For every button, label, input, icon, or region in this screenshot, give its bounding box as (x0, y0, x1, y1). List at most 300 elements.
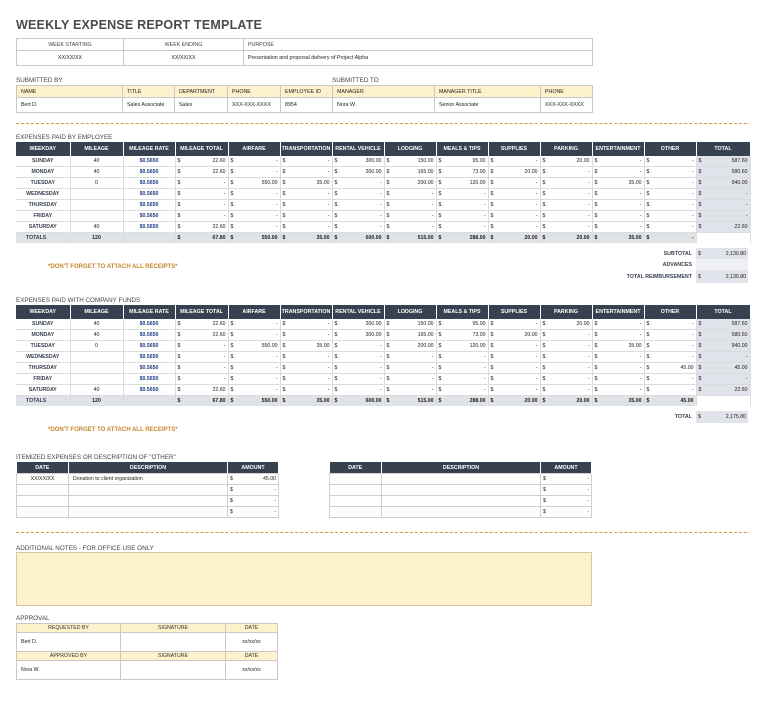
column-header: PARKING (540, 305, 592, 319)
itemized-table-right (329, 462, 592, 518)
amount-cell[interactable]: $ - (175, 352, 228, 363)
amount-cell[interactable]: $ - (228, 189, 280, 200)
amount-cell[interactable]: $ - (488, 178, 540, 189)
amount-cell[interactable]: $ - (592, 156, 644, 167)
column-header: MILEAGE RATE (123, 142, 175, 156)
amount-cell[interactable]: $ - (280, 385, 332, 396)
item-description[interactable] (382, 507, 541, 518)
column-header: TOTAL (696, 305, 750, 319)
amount-cell[interactable]: $ 22.60 (175, 319, 228, 330)
mileage-rate-cell (123, 396, 175, 407)
amount-cell[interactable]: $ 550.00 (228, 396, 280, 407)
submitted-value[interactable]: Senior Associate (435, 98, 541, 113)
column-header: PARKING (540, 142, 592, 156)
amount-cell[interactable]: $ - (228, 222, 280, 233)
amount-cell[interactable]: $ - (592, 319, 644, 330)
column-header: TRANSPORTATION (280, 305, 332, 319)
table-row (16, 200, 750, 211)
table-row (16, 189, 750, 200)
amount-cell[interactable]: $ - (280, 222, 332, 233)
table-row (16, 330, 750, 341)
amount-cell[interactable]: $ - (540, 167, 592, 178)
amount-cell[interactable]: $ - (280, 330, 332, 341)
amount-cell[interactable]: $ 150.00 (384, 156, 436, 167)
table-row (16, 178, 750, 189)
amount-cell[interactable]: $ - (228, 200, 280, 211)
amount-cell[interactable]: $ - (175, 200, 228, 211)
table-row (16, 167, 750, 178)
itemized-table-left (16, 462, 279, 518)
amount-cell[interactable]: $ 22.60 (175, 222, 228, 233)
amount-cell[interactable]: $ - (280, 189, 332, 200)
total-reimbursement-value: 2,130.80 (725, 273, 746, 280)
item-amount[interactable]: $ - (228, 507, 279, 518)
column-header: MEALS & TIPS (436, 142, 488, 156)
amount-cell[interactable]: $ - (280, 374, 332, 385)
column-header: OTHER (644, 142, 696, 156)
submitted-value[interactable]: 8954 (281, 98, 333, 113)
table-row (16, 319, 750, 330)
amount-cell[interactable]: $ 20.00 (488, 330, 540, 341)
amount-cell[interactable]: $ 580.60 (696, 330, 750, 341)
amount-cell[interactable]: $ - (228, 385, 280, 396)
requester-date[interactable]: xx/xx/xx (226, 633, 278, 652)
amount-cell[interactable]: $ - (175, 211, 228, 222)
amount-cell[interactable]: $ - (644, 330, 696, 341)
requester-name[interactable]: Bert D. (17, 633, 121, 652)
item-description[interactable] (382, 474, 541, 485)
submitted-label: MANAGER (333, 86, 435, 98)
mileage-cell[interactable]: 40 (70, 222, 123, 233)
amount-cell[interactable]: $ - (280, 352, 332, 363)
amount-cell[interactable]: $ 22.60 (696, 385, 750, 396)
amount-cell[interactable]: $ 600.00 (332, 396, 384, 407)
amount-cell[interactable]: $ - (644, 352, 696, 363)
amount-cell[interactable]: $ - (488, 352, 540, 363)
submitted-label: DEPARTMENT (175, 86, 228, 98)
amount-cell[interactable]: $ - (280, 200, 332, 211)
amount-cell[interactable]: $ 35.00 (280, 341, 332, 352)
amount-cell[interactable]: $ 22.60 (175, 385, 228, 396)
item-amount[interactable]: $ - (541, 474, 592, 485)
week-ending-value[interactable]: XX/XX/XX (124, 51, 244, 66)
item-description[interactable] (69, 507, 228, 518)
amount-cell[interactable]: $ 550.00 (228, 341, 280, 352)
approver-signature[interactable] (121, 661, 226, 680)
amount-cell[interactable]: $ - (332, 211, 384, 222)
amount-cell[interactable]: $ - (696, 189, 750, 200)
item-date[interactable] (17, 496, 69, 507)
amount-cell[interactable]: $ - (175, 374, 228, 385)
amount-cell[interactable]: $ 580.60 (696, 167, 750, 178)
amount-cell[interactable]: $ - (436, 222, 488, 233)
amount-cell[interactable]: $ 600.00 (332, 233, 384, 244)
amount-cell[interactable]: $ - (228, 330, 280, 341)
amount-cell[interactable]: $ - (696, 200, 750, 211)
mileage-cell[interactable]: 40 (70, 156, 123, 167)
table-row (16, 385, 750, 396)
amount-cell[interactable]: $ 515.00 (384, 233, 436, 244)
amount-cell[interactable]: $ - (592, 222, 644, 233)
amount-cell[interactable]: $ 67.80 (175, 233, 228, 244)
submitted-value[interactable]: Sales Associate (123, 98, 175, 113)
amount-cell[interactable]: $ 67.80 (175, 396, 228, 407)
weekday-cell: TUESDAY (16, 341, 70, 352)
amount-cell[interactable]: $ - (436, 189, 488, 200)
totals-row (16, 396, 750, 407)
amount-cell[interactable]: $ 95.00 (436, 156, 488, 167)
amount-cell[interactable]: $ - (488, 341, 540, 352)
amount-cell[interactable]: $ - (488, 189, 540, 200)
table-row (16, 156, 750, 167)
amount-cell[interactable]: $ - (384, 374, 436, 385)
amount-cell[interactable]: $ - (228, 167, 280, 178)
item-description[interactable] (382, 496, 541, 507)
approved-by-label: APPROVED BY (17, 652, 121, 661)
amount-cell[interactable]: $ - (175, 189, 228, 200)
mileage-cell[interactable] (70, 363, 123, 374)
item-date[interactable] (17, 507, 69, 518)
amount-cell[interactable]: $ - (332, 200, 384, 211)
amount-cell[interactable]: $ 35.00 (592, 178, 644, 189)
requester-signature[interactable] (121, 633, 226, 652)
item-amount[interactable]: $ - (541, 496, 592, 507)
amount-cell[interactable]: $ 73.00 (436, 167, 488, 178)
amount-cell[interactable]: $ - (696, 352, 750, 363)
amount-cell[interactable]: $ - (175, 341, 228, 352)
amount-cell[interactable]: $ - (644, 200, 696, 211)
amount-cell[interactable]: $ - (280, 319, 332, 330)
amount-cell[interactable]: $ 20.00 (540, 319, 592, 330)
amount-cell[interactable]: $ - (384, 352, 436, 363)
amount-cell[interactable]: $ 20.00 (488, 167, 540, 178)
amount-cell[interactable]: $ 940.00 (696, 341, 750, 352)
amount-cell[interactable]: $ - (175, 178, 228, 189)
item-date[interactable] (330, 474, 382, 485)
mileage-cell[interactable]: 40 (70, 330, 123, 341)
amount-cell[interactable]: $ 288.00 (436, 233, 488, 244)
weekday-cell: TUESDAY (16, 178, 70, 189)
mileage-cell[interactable]: 120 (70, 396, 123, 407)
amount-cell[interactable]: $ - (540, 200, 592, 211)
amount-cell[interactable]: $ - (332, 385, 384, 396)
mileage-rate-cell: $0.5650 (123, 319, 175, 330)
weekday-cell: TOTALS (16, 396, 70, 407)
subtotal-value: 2,130.80 (725, 250, 746, 257)
amount-cell[interactable]: $ 288.00 (436, 396, 488, 407)
amount-cell[interactable]: $ 45.00 (644, 363, 696, 374)
signature-label: SIGNATURE (121, 624, 226, 633)
amount-cell[interactable]: $ - (488, 319, 540, 330)
item-description[interactable] (69, 496, 228, 507)
mileage-cell[interactable]: 40 (70, 385, 123, 396)
divider (16, 532, 747, 533)
amount-cell[interactable]: $ - (592, 167, 644, 178)
amount-cell[interactable]: $ - (488, 222, 540, 233)
amount-cell[interactable]: $ - (540, 178, 592, 189)
amount-cell[interactable]: $ - (488, 211, 540, 222)
item-amount[interactable]: $ - (228, 496, 279, 507)
amount-cell[interactable]: $ - (488, 156, 540, 167)
amount-cell[interactable]: $ 300.00 (332, 330, 384, 341)
approval-table (16, 623, 278, 680)
mileage-cell[interactable]: 0 (70, 178, 123, 189)
amount-cell[interactable]: $ 95.00 (436, 319, 488, 330)
amount-cell[interactable]: $ - (488, 385, 540, 396)
item-date[interactable] (330, 496, 382, 507)
amount-cell[interactable]: $ - (644, 156, 696, 167)
submitted-value[interactable]: XXX-XXX-XXXX (228, 98, 281, 113)
amount-cell[interactable]: $ - (592, 385, 644, 396)
amount-cell[interactable]: $ - (644, 211, 696, 222)
amount-cell[interactable]: $ 35.00 (280, 233, 332, 244)
amount-cell[interactable]: $ - (540, 374, 592, 385)
mileage-cell[interactable]: 0 (70, 341, 123, 352)
item-date[interactable]: XX/XX/XX (17, 474, 69, 485)
amount-cell[interactable]: $ - (644, 374, 696, 385)
mileage-rate-cell: $0.5650 (123, 385, 175, 396)
amount-cell[interactable]: $ - (228, 352, 280, 363)
amount-cell[interactable]: $ - (644, 178, 696, 189)
amount-cell[interactable]: $ - (436, 200, 488, 211)
employee-section-label: EXPENSES PAID BY EMPLOYEE (16, 134, 113, 141)
amount-cell[interactable]: $ - (592, 330, 644, 341)
amount-cell[interactable]: $ - (436, 385, 488, 396)
amount-cell[interactable]: $ - (436, 211, 488, 222)
amount-cell[interactable]: $ - (228, 374, 280, 385)
amount-cell[interactable]: $ - (332, 363, 384, 374)
amount-cell[interactable]: $ 35.00 (280, 178, 332, 189)
amount-cell[interactable]: $ - (592, 211, 644, 222)
mileage-rate-cell: $0.5650 (123, 211, 175, 222)
amount-cell[interactable]: $ - (332, 341, 384, 352)
amount-cell[interactable]: $ - (280, 363, 332, 374)
amount-cell[interactable]: $ 200.00 (384, 178, 436, 189)
amount-cell[interactable]: $ 20.00 (488, 396, 540, 407)
amount-cell[interactable]: $ 550.00 (228, 233, 280, 244)
amount-cell[interactable]: $ 20.00 (488, 233, 540, 244)
mileage-cell[interactable] (70, 211, 123, 222)
mileage-cell[interactable]: 40 (70, 167, 123, 178)
purpose-value[interactable]: Presentation and proposal delivery of Project Alpha (244, 51, 593, 66)
amount-cell[interactable]: $ 22.60 (696, 222, 750, 233)
amount-cell[interactable]: $ 940.00 (696, 178, 750, 189)
amount-cell[interactable]: $ - (540, 341, 592, 352)
submitted-value[interactable]: Sales (175, 98, 228, 113)
amount-cell[interactable]: $ - (488, 363, 540, 374)
amount-cell[interactable]: $ 150.00 (384, 319, 436, 330)
amount-cell[interactable]: $ - (644, 233, 696, 244)
amount-cell[interactable]: $ 587.60 (696, 156, 750, 167)
subtotal-label: SUBTOTAL (663, 250, 692, 257)
submitted-value[interactable]: XXX-XXX-XXXX (541, 98, 593, 113)
item-description[interactable]: Donation to client organization (69, 474, 228, 485)
item-date[interactable] (330, 507, 382, 518)
item-date[interactable] (17, 485, 69, 496)
item-amount[interactable]: $ 45.00 (228, 474, 279, 485)
amount-cell[interactable]: $ - (540, 211, 592, 222)
item-amount[interactable]: $ - (541, 485, 592, 496)
amount-cell[interactable]: $ - (436, 374, 488, 385)
advances-value[interactable] (696, 259, 748, 270)
amount-cell[interactable]: $ 515.00 (384, 396, 436, 407)
amount-cell[interactable]: $ 120.00 (436, 341, 488, 352)
amount-cell[interactable]: $ 35.00 (592, 341, 644, 352)
itemized-row (17, 496, 279, 507)
item-amount[interactable]: $ - (541, 507, 592, 518)
amount-cell[interactable]: $ - (384, 222, 436, 233)
amount-cell[interactable]: $ - (332, 222, 384, 233)
weekday-cell: TOTALS (16, 233, 70, 244)
amount-cell[interactable]: $ - (332, 352, 384, 363)
submitted-label: EMPLOYEE ID (281, 86, 333, 98)
itemized-row (330, 474, 592, 485)
amount-cell[interactable]: $ - (540, 385, 592, 396)
amount-cell[interactable]: $ - (332, 178, 384, 189)
submitted-to-label: SUBMITTED TO (332, 77, 379, 84)
table-row (16, 222, 750, 233)
itemized-row (330, 496, 592, 507)
amount-cell[interactable]: $ - (488, 200, 540, 211)
amount-cell[interactable]: $ - (280, 211, 332, 222)
mileage-cell[interactable]: 120 (70, 233, 123, 244)
table-row (16, 211, 750, 222)
approver-name[interactable]: Nora W. (17, 661, 121, 680)
weekday-cell: SUNDAY (16, 156, 70, 167)
amount-cell[interactable]: $ - (540, 330, 592, 341)
amount-cell[interactable]: $ 550.00 (228, 178, 280, 189)
table-row (16, 352, 750, 363)
amount-cell[interactable]: $ - (592, 352, 644, 363)
amount-cell[interactable]: $ 587.60 (696, 319, 750, 330)
amount-cell[interactable]: $ - (280, 167, 332, 178)
amount-cell[interactable]: $ - (436, 363, 488, 374)
submitted-value[interactable]: Bert D. (17, 98, 123, 113)
amount-cell[interactable]: $ - (384, 363, 436, 374)
amount-cell[interactable]: $ - (592, 200, 644, 211)
amount-cell[interactable]: $ - (384, 189, 436, 200)
weekday-cell: MONDAY (16, 330, 70, 341)
submitted-value[interactable]: Nora W. (333, 98, 435, 113)
amount-cell[interactable]: $ - (696, 211, 750, 222)
amount-cell[interactable]: $ - (228, 211, 280, 222)
amount-cell[interactable]: $ - (592, 189, 644, 200)
amount-cell[interactable]: $ - (540, 363, 592, 374)
amount-cell[interactable]: $ 22.60 (175, 330, 228, 341)
week-ending-label: WEEK ENDING (124, 39, 244, 51)
amount-cell[interactable]: $ 35.00 (592, 233, 644, 244)
amount-cell[interactable]: $ - (332, 189, 384, 200)
amount-cell[interactable]: $ - (644, 341, 696, 352)
mileage-cell[interactable] (70, 352, 123, 363)
amount-cell[interactable]: $ - (540, 352, 592, 363)
amount-cell[interactable]: $ - (540, 222, 592, 233)
amount-cell[interactable]: $ - (488, 374, 540, 385)
totals-row (16, 233, 750, 244)
mileage-rate-cell: $0.5650 (123, 156, 175, 167)
amount-cell[interactable]: $ - (644, 189, 696, 200)
amount-cell[interactable]: $ 45.00 (644, 396, 696, 407)
submitted-label: TITLE (123, 86, 175, 98)
amount-cell[interactable]: $ - (592, 374, 644, 385)
item-date[interactable] (330, 485, 382, 496)
company-section-label: EXPENSES PAID WITH COMPANY FUNDS (16, 297, 141, 304)
amount-cell[interactable]: $ - (696, 374, 750, 385)
amount-cell[interactable]: $ - (228, 156, 280, 167)
amount-cell[interactable]: $ - (280, 156, 332, 167)
amount-cell[interactable]: $ - (384, 200, 436, 211)
amount-cell[interactable]: $ - (228, 319, 280, 330)
item-description[interactable] (69, 485, 228, 496)
mileage-rate-cell: $0.5650 (123, 363, 175, 374)
item-description[interactable] (382, 485, 541, 496)
amount-cell[interactable]: $ 35.00 (592, 396, 644, 407)
amount-cell[interactable]: $ - (540, 189, 592, 200)
amount-cell[interactable]: $ - (436, 352, 488, 363)
amount-cell[interactable]: $ - (384, 385, 436, 396)
mileage-rate-cell: $0.5650 (123, 374, 175, 385)
amount-cell[interactable]: $ 20.00 (540, 396, 592, 407)
amount-cell[interactable]: $ 165.00 (384, 167, 436, 178)
item-amount[interactable]: $ - (228, 485, 279, 496)
amount-cell[interactable]: $ 35.00 (280, 396, 332, 407)
column-header: SUPPLIES (488, 142, 540, 156)
amount-cell[interactable]: $ - (175, 363, 228, 374)
week-starting-label: WEEK STARTING (17, 39, 124, 51)
company-total-value: 2,175.80 (725, 414, 746, 420)
mileage-cell[interactable]: 40 (70, 319, 123, 330)
amount-cell[interactable]: $ 45.00 (696, 363, 750, 374)
weekday-cell: SATURDAY (16, 222, 70, 233)
amount-cell[interactable]: $ 120.00 (436, 178, 488, 189)
amount-cell[interactable]: $ 300.00 (332, 167, 384, 178)
mileage-cell[interactable] (70, 189, 123, 200)
amount-cell[interactable]: $ 300.00 (332, 156, 384, 167)
mileage-rate-cell: $0.5650 (123, 330, 175, 341)
amount-cell[interactable]: $ - (644, 385, 696, 396)
mileage-rate-cell: $0.5650 (123, 189, 175, 200)
amount-cell[interactable]: $ - (644, 167, 696, 178)
amount-cell[interactable]: $ 22.60 (175, 156, 228, 167)
amount-cell[interactable]: $ - (332, 374, 384, 385)
amount-cell[interactable]: $ 22.60 (175, 167, 228, 178)
requested-by-label: REQUESTED BY (17, 624, 121, 633)
column-header: TRANSPORTATION (280, 142, 332, 156)
amount-cell[interactable] (696, 396, 750, 407)
amount-cell[interactable]: $ - (592, 363, 644, 374)
mileage-cell[interactable] (70, 374, 123, 385)
column-header: ENTERTAINMENT (592, 142, 644, 156)
column-header: WEEKDAY (16, 305, 70, 319)
amount-cell[interactable]: $ 165.00 (384, 330, 436, 341)
weekday-cell: THURSDAY (16, 200, 70, 211)
table-row (16, 341, 750, 352)
amount-cell[interactable]: $ - (228, 363, 280, 374)
amount-cell[interactable]: $ 300.00 (332, 319, 384, 330)
amount-cell[interactable]: $ 20.00 (540, 233, 592, 244)
amount-cell[interactable]: $ 200.00 (384, 341, 436, 352)
notes-textarea[interactable] (16, 552, 592, 606)
amount-cell[interactable]: $ 73.00 (436, 330, 488, 341)
approver-date[interactable]: xx/xx/xx (226, 661, 278, 680)
week-starting-value[interactable]: XX/XX/XX (17, 51, 124, 66)
amount-cell[interactable]: $ 20.00 (540, 156, 592, 167)
amount-cell[interactable]: $ - (644, 222, 696, 233)
mileage-cell[interactable] (70, 200, 123, 211)
amount-cell[interactable]: $ - (644, 319, 696, 330)
amount-cell[interactable] (696, 233, 750, 244)
amount-cell[interactable]: $ - (384, 211, 436, 222)
